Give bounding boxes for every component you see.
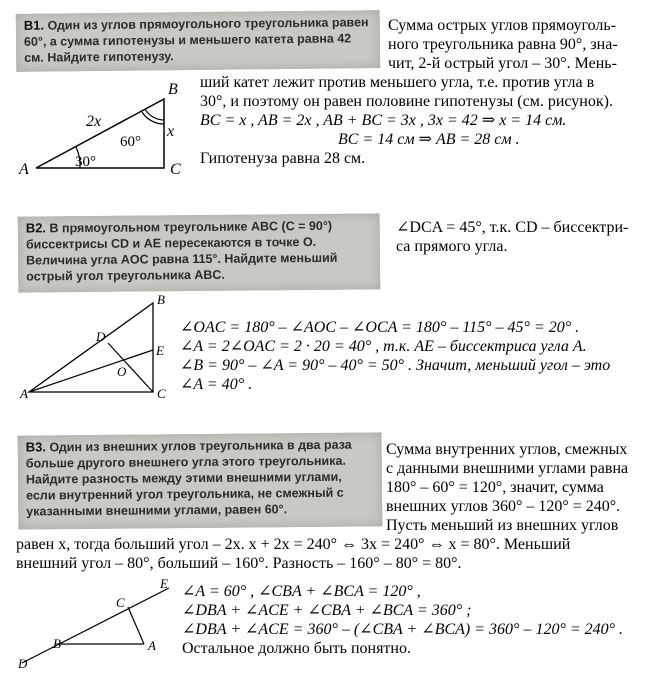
b3-right-line-4: внешних углов 360° – 120° = 240°.	[386, 498, 621, 515]
b1-figure	[14, 82, 204, 177]
b1-leg-label: x	[167, 123, 175, 140]
b3-point-e: E	[160, 576, 168, 591]
b1-line-7: BC = 14 см ⇒ AB = 28 см .	[338, 131, 520, 148]
b3-eq-line-3: ∠DBA + ∠ACE = 360° – (∠CBA + ∠BCA) = 360° – 120° = 240° .	[182, 621, 624, 638]
b3-full-line-1: равен x, тогда больший угол – 2x. x + 2x = 240° ⇔ 3x = 240° ⇔ x = 80°. Меньший	[16, 536, 571, 553]
b2-intro-line-2: са прямого угла.	[396, 238, 508, 255]
b1-solution	[200, 16, 660, 168]
b1-line-1: Сумма острых углов прямоуголь-	[388, 17, 617, 34]
b1-line-4: ший катет лежит против меньшего угла, т.е. против угла в	[200, 74, 595, 91]
b2-line-3: ∠B = 90° – ∠A = 90° – 40° = 50° . Значит, меньший угол – это	[180, 357, 611, 374]
b2-intro	[396, 218, 662, 256]
b2-intro-line-1: ∠DCA = 45°, т.к. CD – биссектри-	[396, 219, 629, 236]
b3-problem-card	[18, 432, 383, 529]
b2-tag: B2.	[25, 220, 47, 236]
b1-vertex-c: C	[170, 161, 181, 178]
b2-problem-text: В прямоугольном треугольнике ABC (C = 90°) биссектрисы CD и AE пересекаются в точке O. Величина угла AOC равна 115°. Найдите меньший острый угол треугольника ABC.	[25, 218, 338, 284]
b3-right-line-5: Пусть меньший из внешних углов	[386, 517, 619, 534]
b2-line-1: ∠OAC = 180° – ∠AOC – ∠OCA = 180° – 115° – 45° = 20° .	[180, 319, 580, 336]
b3-eq-line-1: ∠A = 60° , ∠CBA + ∠BCA = 120° ,	[182, 583, 421, 600]
b3-point-d: D	[18, 656, 28, 671]
b2-point-e: E	[156, 343, 164, 358]
b3-problem-text: Один из внешних углов треугольника в два раза больше другого внешнего угла этого треугольника. Найдите разность между этими внешними углами, если внутренний угол треугольника, не смежный с указанными внешними углами, равен 60°.	[25, 437, 352, 519]
b2-line-2: ∠A = 2∠OAC = 2 · 20 = 40° , т.к. AE – биссектриса угла A.	[180, 338, 587, 355]
b2-vertex-a: A	[20, 386, 28, 401]
b3-eq-line-4: Остальное должно быть понятно.	[182, 640, 411, 657]
b3-right-line-2: с данными внешними углами равна	[386, 460, 629, 477]
b2-figure	[16, 292, 186, 401]
b3-equations	[182, 582, 666, 658]
b2-point-o: O	[117, 364, 127, 379]
b1-tag: B1.	[23, 17, 45, 33]
b3-eq-line-2: ∠DBA + ∠ACE + ∠CBA + ∠BCA = 360° ;	[182, 602, 472, 619]
b1-hypotenuse-label: 2x	[86, 113, 102, 130]
b3-vertex-c: C	[116, 595, 125, 610]
b3-right-line-3: 180° – 60° = 120°, значит, сумма	[386, 479, 604, 496]
b3-vertex-a: A	[148, 638, 156, 653]
b2-solution	[180, 318, 664, 394]
b1-line-6: BC = x , AB = 2x , AB + BC = 3x , 3x = 42 ⇒ x = 14 см.	[200, 112, 567, 129]
b3-tag: B3.	[25, 439, 46, 455]
b2-line-4: ∠A = 40° .	[180, 376, 253, 393]
b1-line-3: чит, 2-й острый угол – 30°. Мень-	[388, 55, 617, 72]
b1-angle-a-label: 30°	[75, 154, 96, 170]
b2-vertex-b: B	[157, 292, 165, 307]
b3-vertex-b: B	[53, 636, 61, 651]
b3-right-text	[386, 440, 662, 535]
b1-line-8: Гипотенуза равна 28 см.	[200, 150, 366, 167]
b2-problem-card	[18, 213, 381, 292]
b3-full-line-2: внешний угол – 80°, больший – 160°. Разность – 160° – 80° = 80°.	[16, 555, 462, 572]
b1-line-5: 30°, и поэтому он равен половине гипотенузы (см. рисунок).	[200, 93, 613, 110]
b1-vertex-a: A	[19, 161, 29, 178]
b3-figure	[14, 576, 184, 675]
b1-line-2: ного треугольника равна 90°, зна-	[388, 36, 618, 53]
b1-vertex-b: B	[168, 81, 178, 98]
b2-point-d: D	[96, 329, 106, 344]
b3-right-line-1: Сумма внутренних углов, смежных	[386, 441, 628, 458]
b3-full-text	[16, 535, 666, 573]
b1-problem-text: Один из углов прямоугольного треугольника равен 60°, а сумма гипотенузы и меньшего катета равна 42 см. Найдите гипотенузу.	[23, 15, 369, 65]
b2-vertex-c: C	[157, 386, 166, 401]
b1-angle-b-label: 60°	[120, 134, 141, 150]
